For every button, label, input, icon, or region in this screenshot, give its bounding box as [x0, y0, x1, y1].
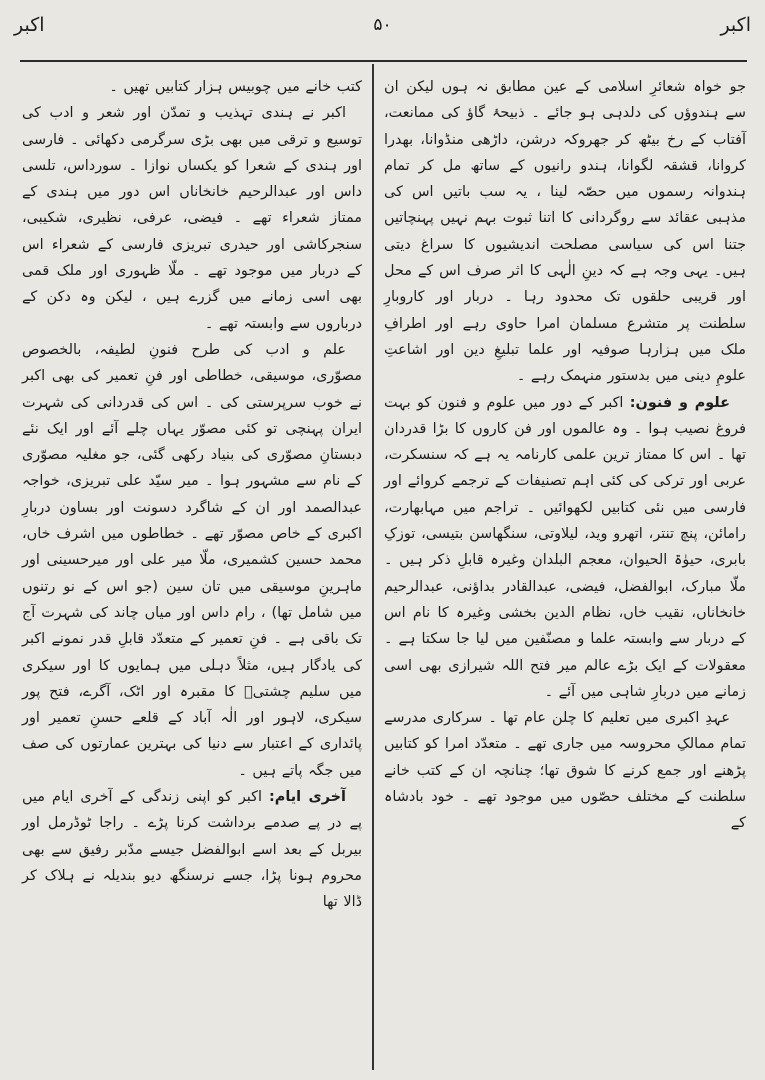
left-paragraph-4-text: اکبر کو اپنی زندگی کے آخری ایام میں پے در پے صدمے برداشت کرنا پڑے ۔ راجا ٹوڈرمل اور بیربل کے بعد اسے ابوالفضل جیسے مدّبر رفیق سے بھی محروم ہونا پڑا، جسے نرسنگھ دیو بندیلہ نے ہلاک کر ڈالا تھا [22, 789, 362, 911]
right-paragraph-1: جو خواہ شعائرِ اسلامی کے عین مطابق نہ ہوں لیکن ان سے ہندوؤں کی دلدہی ہو جائے ۔ ذبیحۂ گاؤ کی ممانعت، آفتاب کے رخ بیٹھ کر جھروکہ درشن، داڑھی منڈوانا، بھدرا کروانا، قشقہ لگوانا، ہندو رانیوں کے ساتھ مل کر تمام ہندوانہ رسموں میں حصّہ لینا ، یہ سب باتیں اس کی مذہبی عقائد سے روگردانی کا اتنا ثبوت بہم نہیں پہنچاتیں جتنا اس کی سیاسی مصلحت اندیشیوں کا سراغ دیتی ہیں۔ یہی وجہ ہے کہ دینِ الٰہی کا اثر صرف اس کے محل اور قریبی حلقوں تک محدود رہا ۔ دربار اور کاروبارِ سلطنت پر متشرع مسلمان امرا حاوی رہے اور اطرافِ ملک میں ہزارہا صوفیہ اور علما تبلیغِ دین اور اشاعتِ علومِ دینی میں بدستور منہمک رہے ۔ [384, 79, 746, 385]
left-column [22, 74, 362, 916]
page-header [14, 10, 751, 40]
left-paragraph-4 [22, 784, 362, 915]
right-column [384, 74, 746, 837]
header-rule [20, 60, 747, 62]
left-paragraph-1: کتب خانے میں چوبیس ہزار کتابیں تھیں ۔ [109, 79, 362, 95]
section-heading-last-days: آخری ایام: [269, 789, 346, 806]
running-title-right: اکبر [720, 14, 751, 36]
running-title-left: اکبر [14, 14, 45, 36]
left-paragraph-2: اکبر نے ہندی تہذیب و تمدّن اور شعر و ادب کی توسیع و ترقی میں بھی بڑی سرگرمی دکھائی ۔ فارسی اور ہندی کے شعرا کو یکساں نوازا ۔ سورداس، تلسی داس اور عبدالرحیم خانخاناں اس دور میں ہندی کے ممتاز شعراء تھے ۔ فیضی، عرفی، نظیری، شکیبی، سنجرکاشی اور حیدری تبریزی فارسی کے شعراء اس کے دربار میں موجود تھے ۔ ملّا ظہوری اور ملک قمی بھی اسی زمانے میں گزرے ہیں ، لیکن وہ دکن کے درباروں سے وابستہ تھے ۔ [22, 105, 362, 332]
section-heading-sciences: علوم و فنون: [629, 394, 730, 411]
right-paragraph-2 [384, 390, 746, 706]
right-paragraph-2-text: اکبر کے دور میں علوم و فنون کو بہت فروغ نصیب ہوا ۔ وہ عالموں اور فن کاروں کا بڑا قدردان تھا ۔ اس کا ممتاز ترین علمی کارنامہ یہ ہے کہ سنسکرت، عربی اور ترکی کی کئی اہم تصنیفات کے ترجمے کروائے اور فارسی میں نئی کتابیں لکھوائیں ۔ تراجم میں مہابھارت، رامائن، پنچ تنتر، اتھرو وید، لیلاوتی، سنگھاسن بتیسی، توزکِ بابری، حیوٰۃ الحیوان، معجم البلدان وغیرہ قابلِ ذکر ہیں ۔ ملّا مبارک، ابوالفضل، فیضی، عبدالقادر بداؤنی، عبدالرحیم خانخاناں، نقیب خاں، نظام الدین بخشی وغیرہ کا نام اس کے دربار سے وابستہ علما و مصنّفین میں لیا جا سکتا ہے ۔ معقولات کے ایک بڑے عالم میر فتح اللہ شیرازی بھی اسی زمانے میں دربارِ شاہی میں آئے ۔ [384, 394, 746, 700]
page-number: ۵۰ [373, 15, 392, 35]
left-paragraph-3: علم و ادب کی طرح فنونِ لطیفہ، بالخصوص مصوّری، موسیقی، خطاطی اور فنِ تعمیر کی بھی اکبر نے خوب سرپرستی کی ۔ اس کی قدردانی کی شہرت ایران پہنچی تو کئی مصوّر یہاں چلے آئے اور ایک نئے دبستانِ مصوّری کی بنیاد رکھی گئی، جو مغلیہ مصوّری کے نام سے مشہور ہوا ۔ میر سیّد علی تبریزی، خواجہ عبدالصمد اور ان کے شاگرد دسونت اور بساون دربارِ اکبری کے خاص مصوّر تھے ۔ خطاطوں میں اشرف خاں، محمد حسین کشمیری، ملّا میر علی اور میرحسینی اور ماہرینِ موسیقی میں تان سین (جو اس کے نو رتنوں میں شامل تھا) ، رام داس اور میاں چاند کی شہرت آج تک باقی ہے ۔ فنِ تعمیر کے متعدّد قابلِ قدر نمونے اکبر کی یادگار ہیں، مثلاً دہلی میں ہمایوں کا اور سیکری میں سلیم چشتیؒ کا مقبرہ اور اٹک، آگرے، فتح پور سیکری، لاہور اور الٰہ آباد کے قلعے حسنِ تعمیر اور پائداری کے اعتبار سے دنیا کی بہترین عمارتوں کی صف میں جگہ پاتے ہیں ۔ [22, 341, 362, 779]
column-divider [372, 64, 374, 1070]
right-paragraph-3: عہدِ اکبری میں تعلیم کا چلن عام تھا ۔ سرکاری مدرسے تمام ممالکِ محروسہ میں جاری تھے ۔ متعدّد امرا کو کتابیں پڑھنے اور جمع کرنے کا شوق تھا؛ چنانچہ ان کے کتب خانے سلطنت کے مختلف حصّوں میں موجود تھے ۔ خود بادشاہ کے [384, 710, 746, 832]
